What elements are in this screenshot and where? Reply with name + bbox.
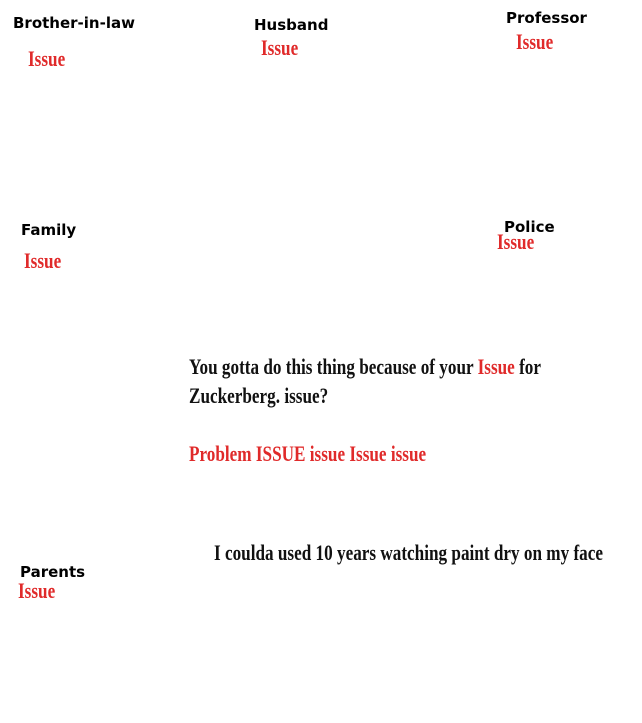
message-issue-highlight: Issue <box>477 354 515 379</box>
husband-label: Husband <box>254 16 329 34</box>
husband-issue: Issue <box>261 35 299 60</box>
message-line-1-prefix: You gotta do this thing because of your <box>189 354 478 379</box>
brother-in-law-issue: Issue <box>28 46 66 71</box>
message-line-1-suffix: for <box>514 354 541 379</box>
police-label: Police <box>504 218 555 236</box>
message-line-3: Problem ISSUE issue Issue issue <box>189 441 427 466</box>
professor-label: Professor <box>506 9 587 27</box>
parents-issue: Issue <box>18 578 56 603</box>
family-label: Family <box>21 221 77 239</box>
message-line-1 <box>189 356 541 378</box>
family-issue: Issue <box>24 248 62 273</box>
professor-issue: Issue <box>516 29 554 54</box>
message-line-2: Zuckerberg. issue? <box>189 383 329 408</box>
caption: I coulda used 10 years watching paint dry on my face <box>214 540 603 565</box>
parents-label: Parents <box>20 563 86 581</box>
brother-in-law-label: Brother-in-law <box>13 14 135 32</box>
police-issue: Issue <box>497 229 535 254</box>
